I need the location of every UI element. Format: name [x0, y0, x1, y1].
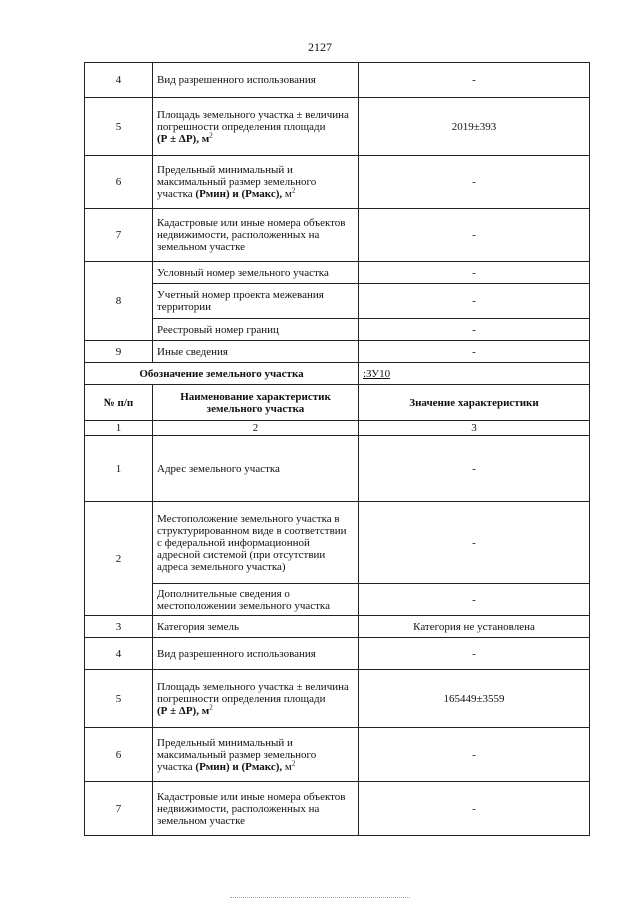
characteristic-name: Дополнительные сведения о местоположении земельного участка — [153, 584, 359, 616]
name-text: Площадь земельного участка ± величина погрешности определения площади — [157, 680, 349, 705]
superscript: 2 — [209, 130, 213, 139]
superscript: 2 — [291, 186, 296, 195]
header-value: Значение характеристики — [359, 385, 590, 421]
characteristic-name: Кадастровые или иные номера объектов недвижимости, расположенных на земельном участке — [153, 782, 359, 836]
characteristic-name: Учетный номер проекта межевания территории — [153, 284, 359, 319]
name-text: Предельный минимальный и максимальный размер земельного участка — [157, 736, 317, 773]
name-formula: (Рмин) и (Рмакс), — [195, 188, 285, 200]
characteristic-name: Местоположение земельного участка в структурированном виде в соответствии с федеральной информационной адресной системой (при отсутствии адреса земельного участка) — [153, 502, 359, 584]
row-number: 7 — [85, 209, 153, 262]
table-row — [85, 156, 590, 209]
characteristic-name: Адрес земельного участка — [153, 436, 359, 502]
name-formula: (Р ± ΔР), м — [157, 704, 210, 717]
superscript: 2 — [291, 758, 296, 767]
name-text: Площадь земельного участка ± величина погрешности определения площади — [157, 108, 349, 133]
characteristic-value: - — [359, 209, 590, 262]
row-number: 5 — [85, 670, 153, 728]
column-number: 2 — [153, 421, 359, 436]
characteristic-value: Категория не установлена — [359, 616, 590, 638]
row-number: 6 — [85, 156, 153, 209]
characteristic-name: Кадастровые или иные номера объектов недвижимости, расположенных на земельном участке — [153, 209, 359, 262]
row-number: 4 — [85, 638, 153, 670]
header-number: № п/п — [85, 385, 153, 421]
characteristic-value: - — [359, 638, 590, 670]
characteristic-name — [153, 156, 359, 209]
characteristic-value: - — [359, 728, 590, 782]
row-number: 3 — [85, 616, 153, 638]
row-number: 6 — [85, 728, 153, 782]
column-number-row — [85, 421, 590, 436]
table-row — [85, 319, 590, 341]
page-number: 2127 — [308, 40, 332, 54]
name-text: Предельный минимальный и максимальный размер земельного участка — [157, 164, 317, 200]
name-unit: м — [284, 188, 292, 200]
row-number: 4 — [85, 63, 153, 98]
characteristic-name — [153, 98, 359, 156]
designation-label: Обозначение земельного участка — [85, 363, 359, 385]
designation-row — [85, 363, 590, 385]
row-number: 2 — [85, 502, 153, 616]
characteristic-value: - — [359, 319, 590, 341]
characteristic-value: - — [359, 156, 590, 209]
row-number: 5 — [85, 98, 153, 156]
characteristic-value: 165449±3559 — [359, 670, 590, 728]
characteristic-name: Реестровый номер границ — [153, 319, 359, 341]
characteristic-name — [153, 728, 359, 782]
scan-edge-mark — [230, 897, 410, 898]
characteristic-name: Вид разрешенного использования — [153, 63, 359, 98]
characteristic-value: - — [359, 584, 590, 616]
table-row — [85, 728, 590, 782]
characteristic-value: - — [359, 63, 590, 98]
characteristic-name: Условный номер земельного участка — [153, 262, 359, 284]
table-row — [85, 638, 590, 670]
characteristic-value: - — [359, 284, 590, 319]
table-row — [85, 502, 590, 584]
row-number: 9 — [85, 341, 153, 363]
characteristic-name: Категория земель — [153, 616, 359, 638]
characteristic-name: Иные сведения — [153, 341, 359, 363]
column-number: 1 — [85, 421, 153, 436]
name-unit: м — [284, 760, 292, 773]
table-row — [85, 782, 590, 836]
row-number: 1 — [85, 436, 153, 502]
name-formula: (Рмин) и (Рмакс), — [195, 760, 285, 773]
row-number: 7 — [85, 782, 153, 836]
land-plot-table — [84, 62, 590, 836]
characteristic-value: - — [359, 341, 590, 363]
characteristic-value: 2019±393 — [359, 98, 590, 156]
characteristic-name: Вид разрешенного использования — [153, 638, 359, 670]
name-formula: (Р ± ΔР), м — [157, 132, 210, 145]
table-row — [85, 98, 590, 156]
table-row — [85, 341, 590, 363]
superscript: 2 — [209, 702, 213, 711]
row-number: 8 — [85, 262, 153, 341]
header-row — [85, 385, 590, 421]
table-row — [85, 209, 590, 262]
column-number: 3 — [359, 421, 590, 436]
characteristic-name — [153, 670, 359, 728]
characteristic-value: - — [359, 436, 590, 502]
table-row — [85, 584, 590, 616]
designation-value: :ЗУ10 — [359, 363, 590, 385]
header-name: Наименование характеристик земельного участка — [153, 385, 359, 421]
characteristic-value: - — [359, 782, 590, 836]
table-row — [85, 262, 590, 284]
table-row — [85, 616, 590, 638]
table-row — [85, 436, 590, 502]
characteristic-value: - — [359, 502, 590, 584]
table-row — [85, 63, 590, 98]
table-row — [85, 670, 590, 728]
table-row — [85, 284, 590, 319]
characteristic-value: - — [359, 262, 590, 284]
